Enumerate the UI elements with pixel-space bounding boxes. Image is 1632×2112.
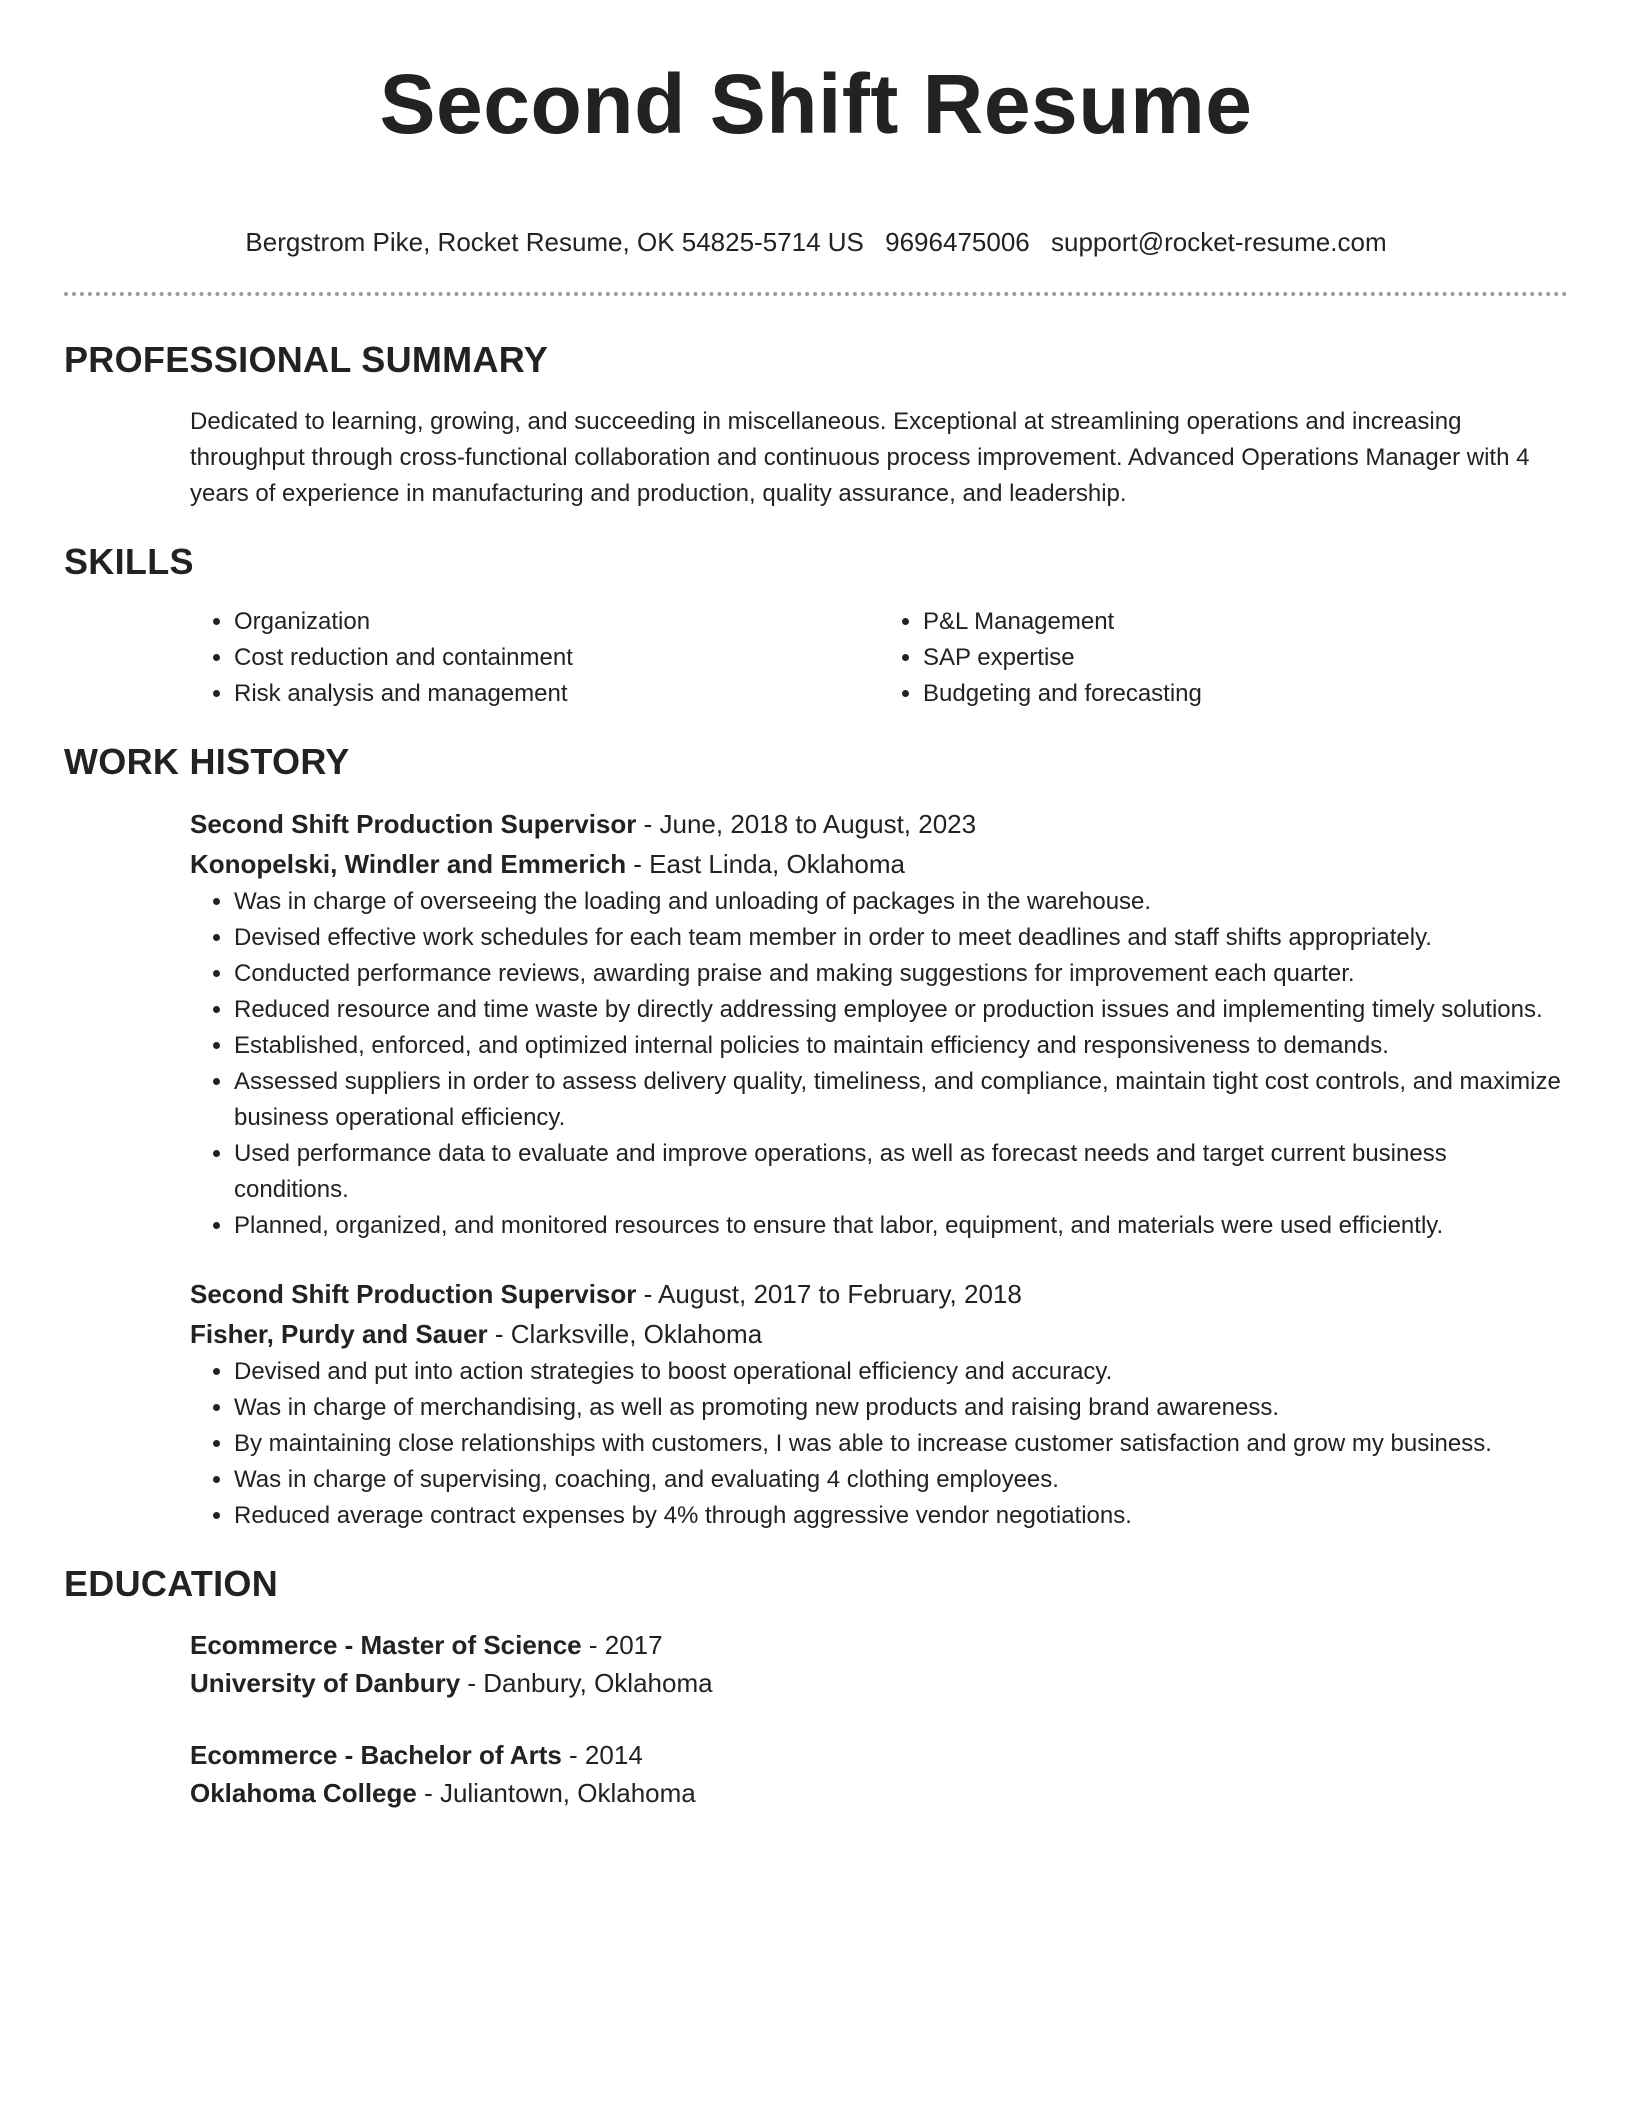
job-position: Second Shift Production Supervisor [190,1279,637,1309]
skills-heading: SKILLS [64,541,194,582]
job-company-line [190,1314,1568,1354]
job-location: - Clarksville, Oklahoma [487,1319,763,1349]
job-duty: • Was in charge of overseeing the loading and unloading of packages in the warehouse. [234,884,1568,920]
job-company: Fisher, Purdy and Sauer [190,1319,488,1349]
education-degree-line [190,1626,1568,1664]
education-year: - 2014 [561,1740,643,1770]
contact-email: support@rocket-resume.com [1050,227,1387,257]
education-degree: Ecommerce - Bachelor of Arts [190,1740,562,1770]
resume-name: Second Shift Resume [379,57,1253,151]
education-school-line [190,1774,1568,1812]
job-location: - East Linda, Oklahoma [626,849,905,879]
education-degree: Ecommerce - Master of Science [190,1630,582,1660]
job-dates: - August, 2017 to February, 2018 [636,1279,1022,1309]
education-heading: EDUCATION [64,1563,279,1604]
job-entry [190,1274,1568,1534]
job-duty: • Assessed suppliers in order to assess delivery quality, timeliness, and compliance, maintain tight cost controls, and maximize business operational efficiency. [234,1064,1568,1136]
education-school: University of Danbury [190,1668,461,1698]
summary-heading: PROFESSIONAL SUMMARY [64,339,549,380]
job-duty: • Reduced resource and time waste by directly addressing employee or production issues and implementing timely solutions. [234,992,1568,1028]
job-company: Konopelski, Windler and Emmerich [190,849,627,879]
skills-column-right [879,604,1568,712]
contact-line [64,226,1568,258]
job-duty: • By maintaining close relationships with customers, I was able to increase customer satisfaction and grow my business. [234,1426,1568,1462]
job-company-line [190,844,1568,884]
job-duty: • Was in charge of merchandising, as well as promoting new products and raising brand awareness. [234,1390,1568,1426]
skill-item: • SAP expertise [923,640,1568,676]
contact-address: Bergstrom Pike, Rocket Resume, OK 54825-5714 US [245,227,864,257]
education-degree-line [190,1736,1568,1774]
contact-phone: 9696475006 [885,227,1030,257]
education-school-line [190,1664,1568,1702]
education-year: - 2017 [581,1630,663,1660]
resume-page [64,0,1568,1812]
skill-item: • P&L Management [923,604,1568,640]
skill-item: • Risk analysis and management [234,676,879,712]
job-duty: • Devised effective work schedules for each team member in order to meet deadlines and staff shifts appropriately. [234,920,1568,956]
job-duty: • Used performance data to evaluate and improve operations, as well as forecast needs and target current business conditions. [234,1136,1568,1208]
job-duty: • Established, enforced, and optimized internal policies to maintain efficiency and responsiveness to demands. [234,1028,1568,1064]
job-header [190,1274,1568,1314]
education-entry [190,1736,1568,1812]
job-dates: - June, 2018 to August, 2023 [636,809,977,839]
job-duty: • Reduced average contract expenses by 4% through aggressive vendor negotiations. [234,1498,1568,1534]
education-school: Oklahoma College [190,1778,417,1808]
job-duty: • Devised and put into action strategies to boost operational efficiency and accuracy. [234,1354,1568,1390]
job-entry [190,804,1568,1244]
job-duty: • Planned, organized, and monitored resources to ensure that labor, equipment, and materials were used efficiently. [234,1208,1568,1244]
skill-item: • Budgeting and forecasting [923,676,1568,712]
job-duty: • Conducted performance reviews, awarding praise and making suggestions for improvement each quarter. [234,956,1568,992]
job-duty: • Was in charge of supervising, coaching, and evaluating 4 clothing employees. [234,1462,1568,1498]
job-position: Second Shift Production Supervisor [190,809,637,839]
skill-item: • Organization [234,604,879,640]
skills-list [190,604,1568,712]
header-divider [64,292,1568,296]
skills-column-left [190,604,879,712]
job-header [190,804,1568,844]
summary-text: Dedicated to learning, growing, and succeeding in miscellaneous. Exceptional at streamlining operations and increasing throughput through cross-functional collaboration and continuous process improvement. Advanced Operations Manager with 4 years of experience in manufacturing and production, quality assurance, and leadership. [190,408,1530,507]
job-duties [190,884,1568,1244]
education-location: - Danbury, Oklahoma [460,1668,713,1698]
job-duties [190,1354,1568,1534]
skill-item: • Cost reduction and containment [234,640,879,676]
education-entry [190,1626,1568,1702]
work-heading: WORK HISTORY [64,741,350,782]
education-location: - Juliantown, Oklahoma [416,1778,696,1808]
